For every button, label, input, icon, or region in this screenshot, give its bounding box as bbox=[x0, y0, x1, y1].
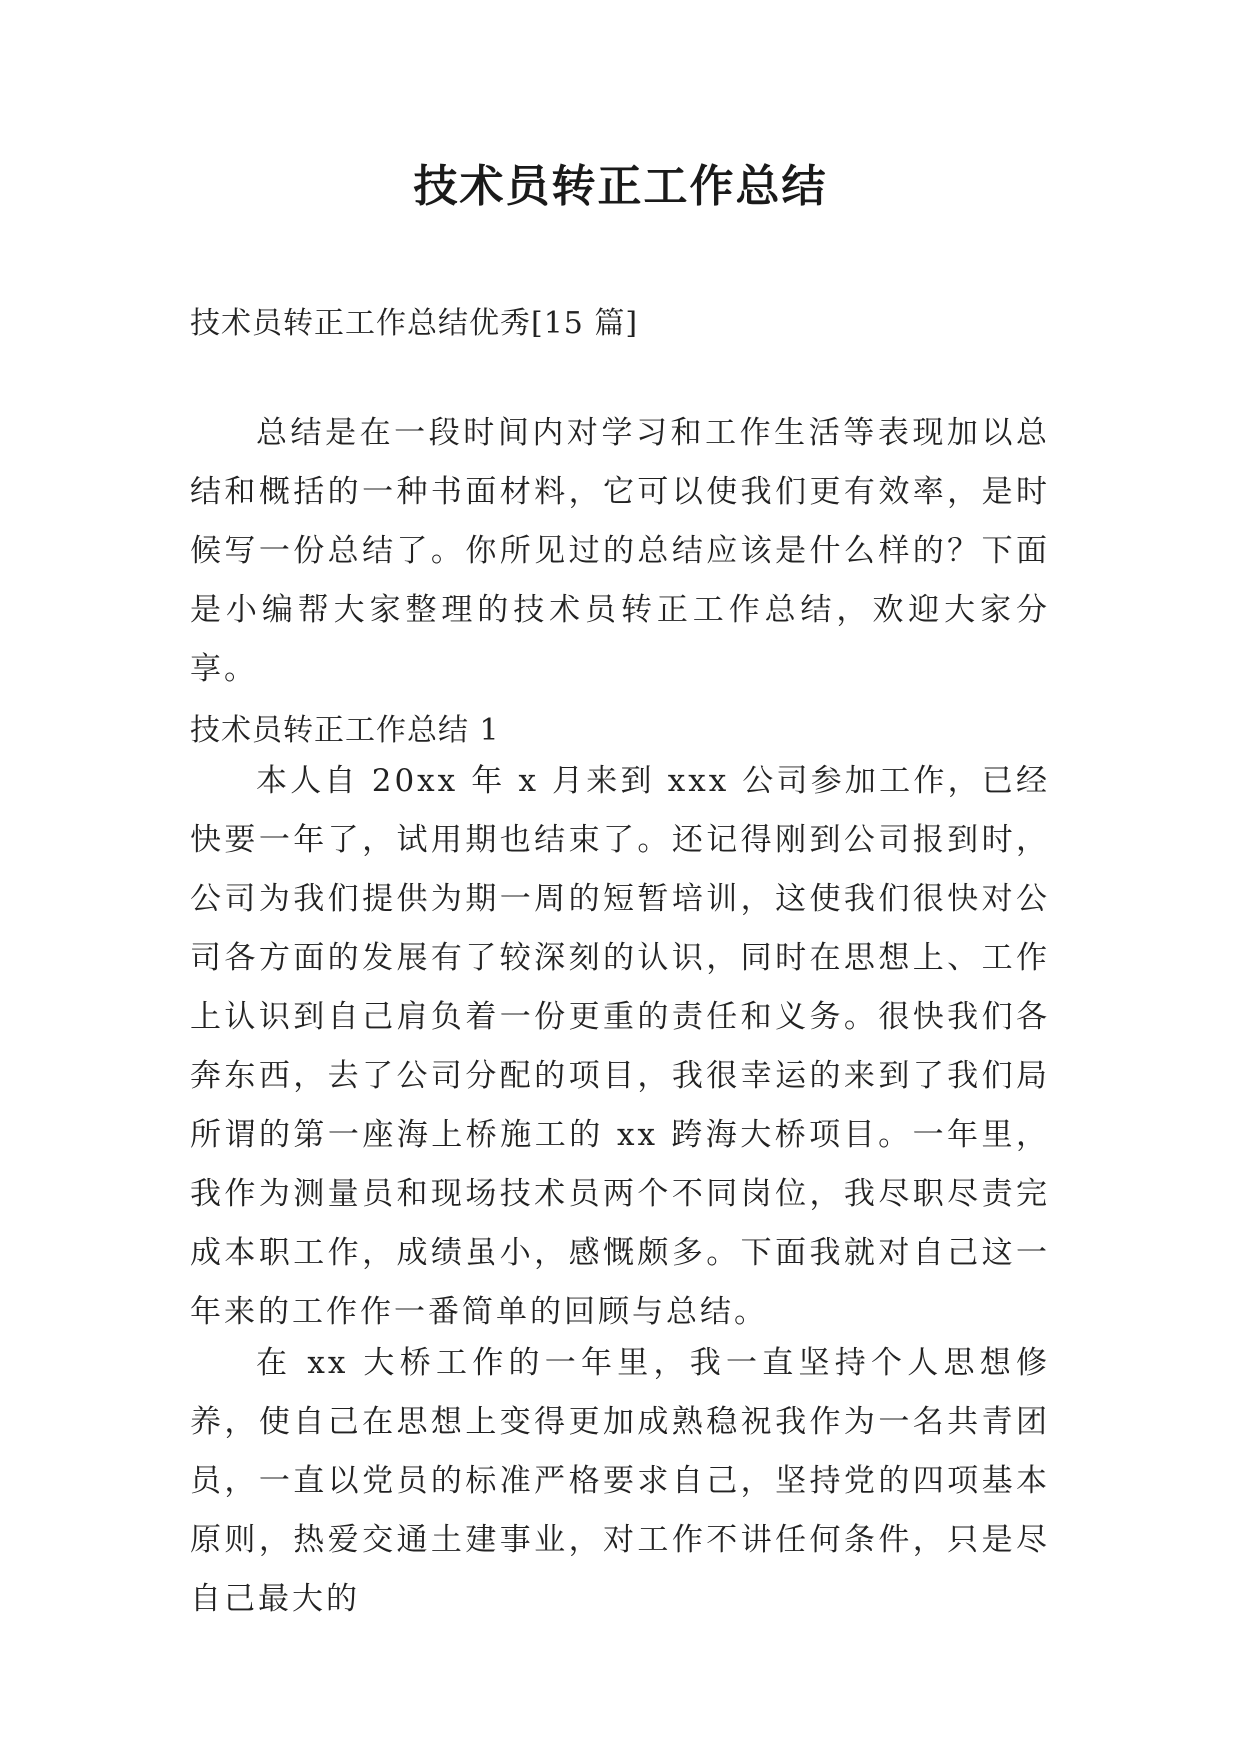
body-paragraph: 在 xx 大桥工作的一年里，我一直坚持个人思想修养，使自己在思想上变得更加成熟稳祝我作为一名共青团员，一直以党员的标准严格要求自己，坚持党的四项基本原则，热爱交通土建事业，对工作不讲任何条件，只是尽自己最大的 bbox=[190, 1345, 1050, 1617]
document-title: 技术员转正工作总结 bbox=[413, 161, 828, 212]
document-subtitle: 技术员转正工作总结优秀[15 篇] bbox=[190, 306, 639, 341]
body-paragraph: 本人自 20xx 年 x 月来到 xxx 公司参加工作，已经快要一年了，试用期也结束了。还记得刚到公司报到时，公司为我们提供为期一周的短暂培训，这使我们很快对公司各方面的发展有了较深刻的认识，同时在思想上、工作上认识到自己肩负着一份更重的责任和义务。很快我们各奔东西，去了公司分配的项目，我很幸运的来到了我们局所谓的第一座海上桥施工的 xx 跨海大桥项目。一年里，我作为测量员和现场技术员两个不同岗位，我尽职尽责完成本职工作，成绩虽小，感慨颇多。下面我就对自己这一年来的工作作一番简单的回顾与总结。 bbox=[190, 763, 1050, 1330]
intro-paragraph: 总结是在一段时间内对学习和工作生活等表现加以总结和概括的一种书面材料，它可以使我们更有效率，是时候写一份总结了。你所见过的总结应该是什么样的？下面是小编帮大家整理的技术员转正工作总结，欢迎大家分享。 bbox=[190, 415, 1050, 687]
section-heading: 技术员转正工作总结 1 bbox=[190, 713, 500, 748]
